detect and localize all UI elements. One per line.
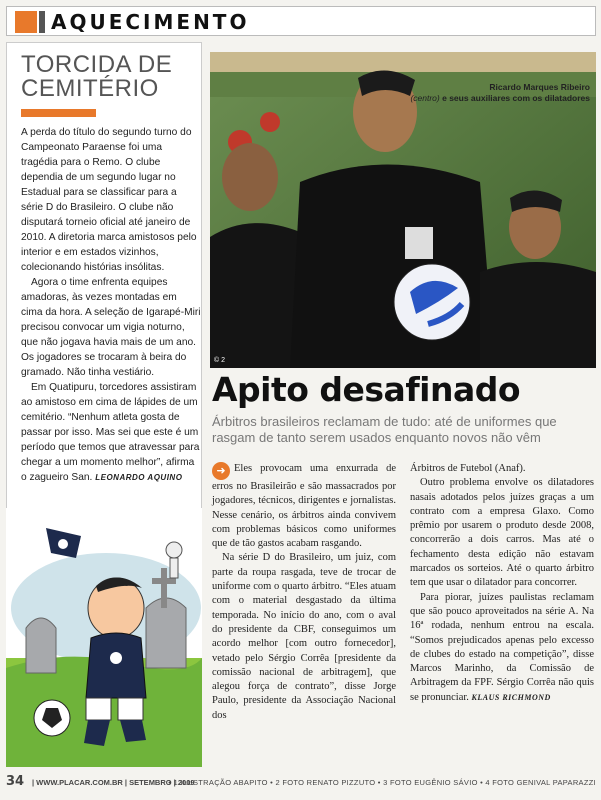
header-divider-block [39, 11, 45, 33]
section-header [6, 6, 596, 36]
sidebar-paragraph: Agora o time enfrenta equipes amadoras, às vezes montadas em cima da hora. A seleção de Igarapé-Miri precisou convocar um vigia noturno, que não jogava havia mais de um ano. Os jogadores se trocaram à beira do gramado. Não tinha vestiário. [21, 277, 201, 378]
article-subhead: Árbitros brasileiros reclamam de tudo: até de uniformes que rasgam de tanto serem usados enquanto novos não vêm [212, 414, 557, 445]
article-paragraph: Na série D do Brasileiro, um juiz, com parte da roupa rasgada, teve de trocar de uniforme com o quarto árbitro. “Eles atuam com o material desgastado da última temporada. No início do ano, com o aval do presidente da CBF, conseguimos um acordo melhor [com outro fornecedor], vetado pelo Sérgio Corrêa [presidente da comissão nacional de arbitragem], que alegou força de contrato”, disse Jorge Paulo, presidente da Associação Nacional dos [212, 552, 396, 721]
photo-credit-number: © 2 [214, 357, 225, 364]
page-footer [6, 774, 596, 792]
article-column-2 [410, 462, 594, 705]
caption-italic: (centro) [410, 93, 440, 103]
footer-site: | WWW.PLACAR.COM.BR | SETEMBRO | 2009 [32, 778, 195, 787]
article-paragraph-text: Para piorar, juízes paulistas reclamam que são pouco aproveitados na série A. Na 16ª rodada, nenhum entrou na escala. “Somos prejudicados apenas pelo excesso de clubes do estado na competição”, disse Marcos Marinho, da Comissão de Arbitragem da FPF. Sérgio Corrêa não quis se pronunciar. [410, 591, 594, 703]
footer-credits: • 1 ILUSTRAÇÃO ABAPITO • 2 FOTO RENATO PIZZUTO • 3 FOTO EUGÊNIO SÁVIO • 4 FOTO GENIVAL PAPARAZZI [168, 778, 596, 787]
article-paragraph: Outro problema envolve os dilatadores nasais adotados pelos juízes graças a um contrato com a empresa Glaxo. Como prêmio por usarem o produto desde 2008, concorrerão a dois carros. Mas até o fechamento desta edição não estavam marcados os sorteios. Até o quarto árbitro tem que usar o dilatador para concorrer. [410, 477, 594, 589]
photo-caption [410, 82, 590, 104]
sidebar-signoff: LEONARDO AQUINO [95, 473, 183, 482]
sidebar-body [21, 125, 201, 485]
article-paragraph [212, 462, 396, 551]
article-signoff: KLAUS RICHMOND [471, 692, 551, 702]
sidebar-paragraph: A perda do título do segundo turno do Campeonato Paraense foi uma tragédia para o Remo. O clube dependia de um segundo lugar no Estadual para se classificar para a série D do Brasileiro. O clube não disputará torneio oficial até janeiro de 2010. A diretoria marca amistosos pelo interior e em estados vizinhos, colecionando histórias insólitas. [21, 127, 197, 273]
sidebar-paragraph-text: Em Quatipuru, torcedores assistiram ao amistoso em cima de lápides de um cemitério. “Nenhum atleta gosta de passar por isso. Mas sei que este é um período que temos que atravessar para chegar a um momento melhor”, afirma o zagueiro San. [21, 382, 200, 483]
sidebar-accent-bar [21, 109, 96, 117]
cemetery-cartoon-illustration [6, 508, 202, 767]
sidebar-title [21, 53, 196, 101]
referees-photo [210, 52, 596, 368]
caption-name: Ricardo Marques Ribeiro [489, 82, 590, 92]
article-headline: Apito desafinado [212, 370, 521, 409]
page-number: 34 [6, 774, 25, 789]
section-title: AQUECIMENTO [51, 10, 250, 34]
sidebar-title-line1: TORCIDA DE [21, 51, 173, 78]
article-paragraph: Árbitros de Futebol (Anaf). [410, 463, 526, 474]
article-column-1 [212, 462, 396, 723]
arrow-right-icon: ➜ [212, 462, 230, 480]
header-accent-block [15, 11, 37, 33]
article-paragraph [410, 591, 594, 705]
article-lead-text: Eles provocam uma enxurrada de erros no Brasileirão e são massacrados por jogadores, técnicos, dirigentes e jornalistas. Nesse cenário, os árbitros ainda convivem com problemas básicos como uniformes que de tão gastos acabam rasgando. [212, 463, 396, 550]
sidebar-paragraph [21, 380, 201, 485]
caption-rest: e seus auxiliares com os dilatadores [439, 93, 590, 103]
sidebar-title-line2: CEMITÉRIO [21, 75, 159, 102]
